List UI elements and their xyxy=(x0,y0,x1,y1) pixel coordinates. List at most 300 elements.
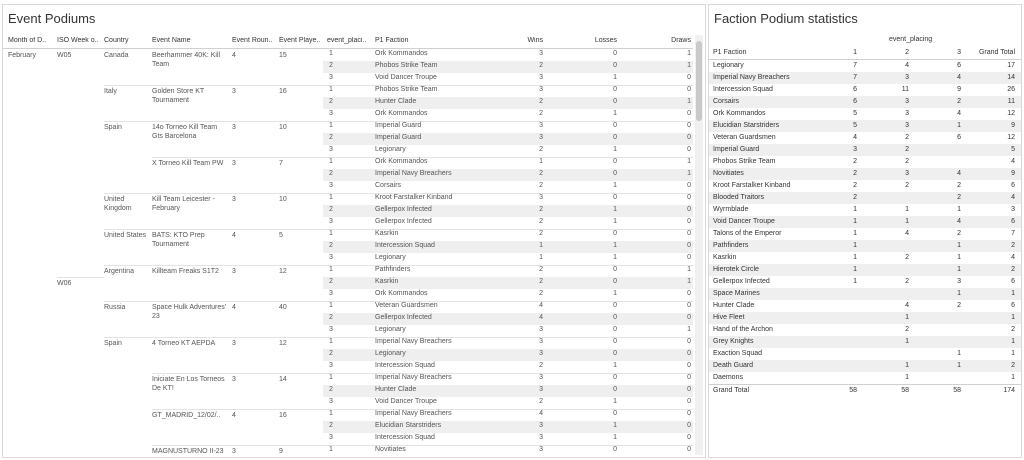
count-cell: 1 xyxy=(853,266,857,273)
count-cell: 1 xyxy=(957,122,961,129)
faction-name-cell: Veteran Guardsmen xyxy=(713,134,776,141)
table-row[interactable] xyxy=(323,289,693,301)
count-cell: 2 xyxy=(905,278,909,285)
wins-cell: 2 xyxy=(539,146,543,153)
wins-cell: 3 xyxy=(539,122,543,129)
count-cell: 2 xyxy=(1011,362,1015,369)
event-rounds-cell: 4 xyxy=(232,304,236,311)
faction-cell: Imperial Navy Breachers xyxy=(375,374,452,381)
table-row[interactable] xyxy=(323,145,693,157)
wins-cell: 2 xyxy=(539,98,543,105)
faction-name-cell: Intercession Squad xyxy=(713,86,773,93)
faction-row[interactable] xyxy=(709,168,1021,180)
losses-cell: 0 xyxy=(613,374,617,381)
wins-cell: 3 xyxy=(539,86,543,93)
count-cell: 6 xyxy=(1011,218,1015,225)
draws-cell: 0 xyxy=(687,338,691,345)
faction-row[interactable] xyxy=(709,264,1021,276)
table-row[interactable] xyxy=(323,121,693,133)
faction-cell: Imperial Guard xyxy=(375,122,422,129)
count-cell: 5 xyxy=(853,110,857,117)
count-cell: 2 xyxy=(1011,326,1015,333)
draws-cell: 0 xyxy=(687,182,691,189)
column-header[interactable]: Event Name xyxy=(152,37,191,44)
faction-row[interactable] xyxy=(709,204,1021,216)
faction-stats-header xyxy=(709,47,1021,60)
table-row[interactable] xyxy=(323,157,693,169)
count-cell: 2 xyxy=(905,134,909,141)
count-cell: 1 xyxy=(905,338,909,345)
faction-cell: Void Dancer Troupe xyxy=(375,398,437,405)
scrollbar-thumb[interactable] xyxy=(696,41,702,121)
table-row[interactable] xyxy=(323,373,693,385)
wins-cell: 2 xyxy=(539,398,543,405)
count-cell: 4 xyxy=(957,218,961,225)
stats-column-header[interactable]: 1 xyxy=(853,49,857,56)
losses-cell: 1 xyxy=(613,146,617,153)
losses-cell: 1 xyxy=(613,110,617,117)
column-header[interactable]: Event Roun.. xyxy=(232,37,273,44)
placing-cell: 3 xyxy=(329,398,333,405)
losses-cell: 0 xyxy=(613,446,617,453)
event-podiums-body[interactable] xyxy=(3,49,693,457)
event-players-cell: 16 xyxy=(279,412,287,419)
country-cell: Argentina xyxy=(104,268,134,275)
wins-cell: 2 xyxy=(539,218,543,225)
event-players-cell: 16 xyxy=(279,88,287,95)
table-row[interactable] xyxy=(323,397,693,409)
wins-cell: 2 xyxy=(539,230,543,237)
event-name-cell: 14o Torneo Kill Team Gts Barcelona xyxy=(152,124,218,140)
faction-name-cell: Space Marines xyxy=(713,290,760,297)
placing-cell: 1 xyxy=(329,266,333,273)
event-name-cell: Golden Store KT Tournament xyxy=(152,88,205,104)
faction-cell: Imperial Navy Breachers xyxy=(375,170,452,177)
draws-cell: 0 xyxy=(687,146,691,153)
country-separator xyxy=(104,229,152,230)
draws-cell: 0 xyxy=(687,362,691,369)
wins-cell: 1 xyxy=(539,158,543,165)
count-cell: 6 xyxy=(1011,182,1015,189)
table-row[interactable] xyxy=(323,61,693,73)
placing-cell: 2 xyxy=(329,278,333,285)
faction-row[interactable] xyxy=(709,216,1021,228)
count-cell: 2 xyxy=(957,230,961,237)
country-cell: Spain xyxy=(104,340,122,347)
count-cell: 2 xyxy=(957,182,961,189)
column-header[interactable]: P1 Faction xyxy=(375,37,409,44)
draws-cell: 0 xyxy=(687,302,691,309)
count-cell: 2 xyxy=(957,194,961,201)
faction-row[interactable] xyxy=(709,132,1021,144)
faction-cell: Imperial Guard xyxy=(375,134,422,141)
wins-cell: 2 xyxy=(539,362,543,369)
wins-cell: 3 xyxy=(539,74,543,81)
table-row[interactable] xyxy=(323,349,693,361)
wins-cell: 2 xyxy=(539,170,543,177)
losses-cell: 0 xyxy=(613,314,617,321)
draws-cell: 1 xyxy=(687,98,691,105)
placing-cell: 2 xyxy=(329,134,333,141)
faction-cell: Legionary xyxy=(375,326,406,333)
faction-name-cell: Void Dancer Troupe xyxy=(713,218,775,225)
stats-column-header[interactable]: 2 xyxy=(905,49,909,56)
event-players-cell: 9 xyxy=(279,448,283,455)
wins-cell: 2 xyxy=(539,290,543,297)
stats-column-header[interactable]: P1 Faction xyxy=(713,49,747,56)
count-cell: 2 xyxy=(957,98,961,105)
table-row[interactable] xyxy=(323,361,693,373)
losses-cell: 1 xyxy=(613,362,617,369)
table-row[interactable] xyxy=(323,109,693,121)
faction-cell: Phobos Strike Team xyxy=(375,62,438,69)
placing-cell: 1 xyxy=(329,374,333,381)
count-cell: 7 xyxy=(853,74,857,81)
faction-row[interactable] xyxy=(709,312,1021,324)
faction-row[interactable] xyxy=(709,240,1021,252)
placing-cell: 3 xyxy=(329,254,333,261)
table-row[interactable] xyxy=(323,193,693,205)
draws-cell: 0 xyxy=(687,386,691,393)
table-row[interactable] xyxy=(323,421,693,433)
losses-cell: 1 xyxy=(613,422,617,429)
draws-cell: 1 xyxy=(687,266,691,273)
faction-name-cell: Grey Knights xyxy=(713,338,754,345)
placing-cell: 3 xyxy=(329,326,333,333)
count-cell: 3 xyxy=(905,74,909,81)
count-cell: 5 xyxy=(853,122,857,129)
placing-cell: 1 xyxy=(329,86,333,93)
stats-column-header[interactable]: 3 xyxy=(957,49,961,56)
faction-name-cell: Kroot Farstalker Kinband xyxy=(713,182,791,189)
count-cell: 1 xyxy=(957,254,961,261)
table-row[interactable] xyxy=(323,73,693,85)
faction-cell: Kasrkin xyxy=(375,278,399,285)
placing-cell: 1 xyxy=(329,446,333,453)
table-row[interactable] xyxy=(323,133,693,145)
count-cell: 17 xyxy=(1007,62,1015,69)
faction-row[interactable] xyxy=(709,336,1021,348)
count-cell: 2 xyxy=(905,326,909,333)
table-row[interactable] xyxy=(323,337,693,349)
faction-cell: Void Dancer Troupe xyxy=(375,74,437,81)
table-row[interactable] xyxy=(323,49,693,61)
faction-cell: Pathfinders xyxy=(375,266,411,273)
column-header[interactable]: Event Playe.. xyxy=(279,37,321,44)
event-players-cell: 40 xyxy=(279,304,287,311)
faction-cell: Legionary xyxy=(375,254,406,261)
count-cell: 3 xyxy=(905,98,909,105)
losses-cell: 0 xyxy=(613,410,617,417)
faction-cell: Ork Kommandos xyxy=(375,158,428,165)
event-players-cell: 14 xyxy=(279,376,287,383)
faction-cell: Gellerpox Infected xyxy=(375,314,432,321)
faction-cell: Gellerpox Infected xyxy=(375,218,432,225)
grand-total-row[interactable] xyxy=(709,384,1021,397)
faction-row[interactable] xyxy=(709,276,1021,288)
placing-cell: 2 xyxy=(329,98,333,105)
losses-cell: 1 xyxy=(613,182,617,189)
draws-cell: 0 xyxy=(687,446,691,453)
count-cell: 1 xyxy=(957,242,961,249)
faction-row[interactable] xyxy=(709,348,1021,360)
table-row[interactable] xyxy=(323,229,693,241)
wins-cell: 2 xyxy=(539,110,543,117)
placing-cell: 2 xyxy=(329,386,333,393)
faction-row[interactable] xyxy=(709,60,1021,72)
draws-cell: 0 xyxy=(687,314,691,321)
table-row[interactable] xyxy=(323,313,693,325)
faction-name-cell: Phobos Strike Team xyxy=(713,158,776,165)
count-cell: 4 xyxy=(905,230,909,237)
column-header[interactable]: ISO Week o.. xyxy=(57,37,99,44)
placing-cell: 3 xyxy=(329,74,333,81)
week-separator xyxy=(57,277,104,278)
table-row[interactable] xyxy=(323,205,693,217)
count-cell: 2 xyxy=(957,302,961,309)
count-cell: 1 xyxy=(1011,314,1015,321)
placing-cell: 1 xyxy=(329,302,333,309)
draws-cell: 0 xyxy=(687,434,691,441)
faction-row[interactable] xyxy=(709,324,1021,336)
event-rounds-cell: 4 xyxy=(232,412,236,419)
faction-cell: Ork Kommandos xyxy=(375,50,428,57)
event-players-cell: 15 xyxy=(279,52,287,59)
table-row[interactable] xyxy=(323,85,693,97)
table-row[interactable] xyxy=(323,169,693,181)
table-row[interactable] xyxy=(323,217,693,229)
faction-row[interactable] xyxy=(709,108,1021,120)
table-row[interactable] xyxy=(323,445,693,457)
table-row[interactable] xyxy=(323,433,693,445)
faction-cell: Veteran Guardsmen xyxy=(375,302,438,309)
draws-cell: 0 xyxy=(687,122,691,129)
event-name-cell: GT_MADRID_12/02/.. xyxy=(152,412,221,419)
table-row[interactable] xyxy=(323,253,693,265)
faction-row[interactable] xyxy=(709,72,1021,84)
count-cell: 6 xyxy=(1011,302,1015,309)
faction-cell: Ork Kommandos xyxy=(375,290,428,297)
faction-cell: Intercession Squad xyxy=(375,242,435,249)
losses-cell: 0 xyxy=(613,194,617,201)
faction-row[interactable] xyxy=(709,288,1021,300)
event-rounds-cell: 3 xyxy=(232,448,236,455)
faction-name-cell: Hierotek Circle xyxy=(713,266,759,273)
draws-cell: 1 xyxy=(687,62,691,69)
event-podiums-title: Event Podiums xyxy=(8,11,96,26)
column-header[interactable]: event_placi.. xyxy=(327,37,367,44)
draws-cell: 0 xyxy=(687,134,691,141)
column-header[interactable]: Wins xyxy=(527,37,543,44)
column-header[interactable]: Losses xyxy=(594,37,617,44)
column-header[interactable]: Country xyxy=(104,37,129,44)
table-row[interactable] xyxy=(323,265,693,277)
count-cell: 12 xyxy=(1007,134,1015,141)
count-cell: 6 xyxy=(957,134,961,141)
faction-name-cell: Talons of the Emperor xyxy=(713,230,782,237)
count-cell: 174 xyxy=(1003,387,1015,394)
losses-cell: 0 xyxy=(613,278,617,285)
table-row[interactable] xyxy=(323,385,693,397)
table-row[interactable] xyxy=(323,277,693,289)
losses-cell: 0 xyxy=(613,86,617,93)
count-cell: 12 xyxy=(1007,110,1015,117)
event-players-cell: 10 xyxy=(279,196,287,203)
wins-cell: 2 xyxy=(539,62,543,69)
count-cell: 1 xyxy=(853,206,857,213)
wins-cell: 2 xyxy=(539,278,543,285)
count-cell: 4 xyxy=(1011,194,1015,201)
stats-column-header[interactable]: Grand Total xyxy=(978,49,1015,56)
count-cell: 4 xyxy=(853,134,857,141)
count-cell: 2 xyxy=(853,158,857,165)
faction-name-cell: Death Guard xyxy=(713,362,754,369)
draws-cell: 0 xyxy=(687,194,691,201)
faction-row[interactable] xyxy=(709,156,1021,168)
count-cell: 1 xyxy=(853,242,857,249)
placing-cell: 3 xyxy=(329,110,333,117)
count-cell: 4 xyxy=(957,110,961,117)
count-cell: 26 xyxy=(1007,86,1015,93)
losses-cell: 0 xyxy=(613,326,617,333)
event-players-cell: 10 xyxy=(279,124,287,131)
wins-cell: 3 xyxy=(539,422,543,429)
count-cell: 7 xyxy=(1011,230,1015,237)
count-cell: 4 xyxy=(1011,254,1015,261)
faction-cell: Gellerpox Infected xyxy=(375,206,432,213)
placing-cell: 1 xyxy=(329,122,333,129)
faction-cell: Intercession Squad xyxy=(375,362,435,369)
faction-name-cell: Elucidian Starstriders xyxy=(713,122,780,129)
event-rounds-cell: 4 xyxy=(232,52,236,59)
wins-cell: 3 xyxy=(539,194,543,201)
faction-name-cell: Blooded Traitors xyxy=(713,194,764,201)
column-header[interactable]: Draws xyxy=(671,37,691,44)
event-name-cell: Iniciate En Los Torneos De KT! xyxy=(152,376,225,392)
faction-row[interactable] xyxy=(709,84,1021,96)
event-name-cell: X Torneo Kill Team PW xyxy=(152,160,224,167)
faction-cell: Hunter Clade xyxy=(375,98,417,105)
placing-cell: 2 xyxy=(329,422,333,429)
faction-row[interactable] xyxy=(709,372,1021,384)
count-cell: 1 xyxy=(905,206,909,213)
placing-cell: 1 xyxy=(329,158,333,165)
wins-cell: 2 xyxy=(539,266,543,273)
count-cell: 6 xyxy=(853,98,857,105)
country-cell: United States xyxy=(104,232,147,239)
event-rounds-cell: 3 xyxy=(232,160,236,167)
draws-cell: 1 xyxy=(687,158,691,165)
faction-name-cell: Gellerpox Infected xyxy=(713,278,770,285)
table-row[interactable] xyxy=(323,181,693,193)
wins-cell: 4 xyxy=(539,314,543,321)
draws-cell: 0 xyxy=(687,410,691,417)
count-cell: 2 xyxy=(853,182,857,189)
faction-row[interactable] xyxy=(709,120,1021,132)
draws-cell: 0 xyxy=(687,422,691,429)
losses-cell: 0 xyxy=(613,350,617,357)
faction-name-cell: Exaction Squad xyxy=(713,350,763,357)
losses-cell: 1 xyxy=(613,290,617,297)
count-cell: 1 xyxy=(957,266,961,273)
placing-cell: 1 xyxy=(329,230,333,237)
wins-cell: 4 xyxy=(539,410,543,417)
placing-cell: 3 xyxy=(329,362,333,369)
count-cell: 5 xyxy=(1011,146,1015,153)
faction-row[interactable] xyxy=(709,144,1021,156)
faction-name-cell: Ork Kommandos xyxy=(713,110,766,117)
table-row[interactable] xyxy=(323,409,693,421)
faction-cell: Hunter Clade xyxy=(375,386,417,393)
event-name-cell: Space Hulk Adventures' 23 xyxy=(152,304,227,320)
month-cell: February xyxy=(8,52,37,59)
table-row[interactable] xyxy=(323,97,693,109)
table-row[interactable] xyxy=(323,325,693,337)
column-header[interactable]: Month of D.. xyxy=(8,37,47,44)
losses-cell: 0 xyxy=(613,158,617,165)
faction-row[interactable] xyxy=(709,180,1021,192)
event-name-cell: MAGNUSTURNO II-23 xyxy=(152,448,224,455)
table-row[interactable] xyxy=(323,301,693,313)
table-row[interactable] xyxy=(323,241,693,253)
count-cell: 58 xyxy=(901,387,909,394)
losses-cell: 0 xyxy=(613,62,617,69)
count-cell: 4 xyxy=(905,302,909,309)
draws-cell: 0 xyxy=(687,290,691,297)
count-cell: 1 xyxy=(1011,374,1015,381)
count-cell: 2 xyxy=(905,182,909,189)
count-cell: 2 xyxy=(1011,242,1015,249)
losses-cell: 1 xyxy=(613,242,617,249)
wins-cell: 3 xyxy=(539,434,543,441)
placing-cell: 3 xyxy=(329,434,333,441)
placing-cell: 2 xyxy=(329,170,333,177)
faction-row[interactable] xyxy=(709,252,1021,264)
count-cell: 2 xyxy=(905,254,909,261)
draws-cell: 0 xyxy=(687,230,691,237)
count-cell: 1 xyxy=(905,314,909,321)
faction-row[interactable] xyxy=(709,192,1021,204)
event-players-cell: 12 xyxy=(279,340,287,347)
event-name-cell: Beerhammer 40K: Kill Team xyxy=(152,52,221,68)
faction-cell: Legionary xyxy=(375,146,406,153)
count-cell: 2 xyxy=(1011,266,1015,273)
draws-cell: 0 xyxy=(687,398,691,405)
faction-cell: Novitiates xyxy=(375,446,406,453)
count-cell: 6 xyxy=(1011,278,1015,285)
faction-name-cell: Imperial Navy Breachers xyxy=(713,74,790,81)
faction-cell: Kroot Farstalker Kinband xyxy=(375,194,453,201)
faction-row[interactable] xyxy=(709,360,1021,372)
faction-stats-panel xyxy=(708,4,1022,458)
faction-row[interactable] xyxy=(709,228,1021,240)
count-cell: 9 xyxy=(1011,122,1015,129)
faction-cell: Legionary xyxy=(375,350,406,357)
count-cell: 1 xyxy=(957,206,961,213)
losses-cell: 1 xyxy=(613,206,617,213)
count-cell: 11 xyxy=(901,86,909,93)
faction-row[interactable] xyxy=(709,96,1021,108)
losses-cell: 0 xyxy=(613,98,617,105)
losses-cell: 0 xyxy=(613,122,617,129)
placing-cell: 3 xyxy=(329,218,333,225)
count-cell: 1 xyxy=(853,230,857,237)
faction-row[interactable] xyxy=(709,300,1021,312)
count-cell: 2 xyxy=(853,194,857,201)
event-rounds-cell: 3 xyxy=(232,268,236,275)
country-cell: Spain xyxy=(104,124,122,131)
country-separator xyxy=(104,301,152,302)
